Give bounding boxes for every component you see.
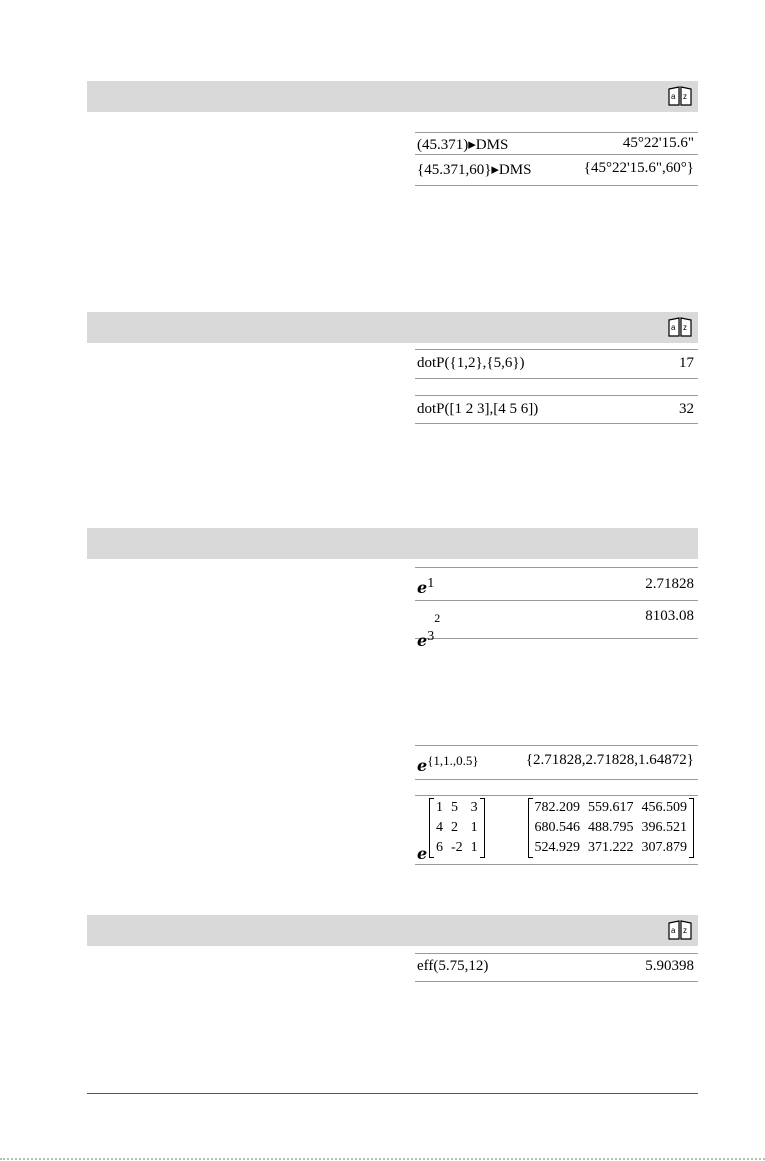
result-cell: 396.521 (641, 820, 687, 835)
result-cell: 524.929 (534, 840, 580, 855)
exp-example-row-1 (415, 567, 698, 601)
exp-exponent-2: 3 (427, 629, 435, 644)
exp-result-3: {2.71828,2.71828,1.64872} (525, 752, 694, 768)
section-header-eff (87, 915, 698, 946)
dotp-example-row-2 (415, 395, 698, 424)
exp-example-row-2 (415, 600, 698, 650)
dms-example-row-1 (415, 132, 698, 155)
exp-exponent-3: {1,1.,0.5} (427, 753, 479, 768)
exp-matrix-result (528, 798, 695, 863)
eff-example-row-1 (415, 953, 698, 982)
exp-base-2: e (417, 631, 428, 650)
dms-expr-1: (45.371)▸DMS (417, 137, 509, 153)
eff-result-1: 5.90398 (645, 958, 694, 974)
matrix-cell: 1 (436, 800, 443, 815)
catalog-book-icon (667, 919, 693, 941)
exp-base-3: e (417, 756, 428, 775)
exp-exponent-2-power: 2 (434, 611, 441, 625)
dms-expr-2: {45.371,60}▸DMS (417, 162, 532, 178)
matrix-cell: 1 (470, 840, 478, 855)
matrix-cell: 5 (451, 800, 458, 815)
exp-base-4: e (417, 844, 428, 863)
svg-text:z: z (683, 323, 687, 332)
page-edge-dotted (0, 1158, 765, 1160)
exp-result-2: 8103.08 (645, 608, 694, 624)
eff-expr-1: eff(5.75,12) (417, 958, 489, 974)
footer-rule (87, 1093, 698, 1094)
matrix-cell: -2 (451, 840, 463, 855)
exp-exponent-1: 1 (427, 576, 435, 591)
svg-text:a: a (671, 926, 676, 935)
result-cell: 680.546 (534, 820, 580, 835)
dotp-result-1: 17 (679, 355, 694, 371)
exp-result-1: 2.71828 (645, 576, 694, 592)
dotp-expr-2: dotP([1 2 3],[4 5 6]) (417, 401, 539, 417)
catalog-book-icon (667, 85, 693, 107)
matrix-cell: 1 (470, 820, 478, 835)
section-header-exp (87, 528, 698, 559)
section-header-dotp (87, 312, 698, 343)
svg-text:a: a (671, 92, 676, 101)
svg-text:z: z (683, 926, 687, 935)
dms-result-2: {45°22'15.6",60°} (583, 160, 694, 176)
exp-example-row-3 (415, 745, 698, 780)
dotp-example-row-1 (415, 349, 698, 379)
dms-example-row-2 (415, 154, 698, 186)
dms-result-1: 45°22'15.6" (622, 135, 694, 151)
result-cell: 559.617 (588, 800, 634, 815)
result-cell: 488.795 (588, 820, 634, 835)
exp-matrix-input (429, 798, 485, 863)
result-cell: 307.879 (641, 840, 687, 855)
result-cell: 371.222 (588, 840, 634, 855)
exp-base-1: e (417, 578, 428, 597)
section-header-dms (87, 81, 698, 112)
matrix-cell: 6 (436, 840, 443, 855)
exp-example-row-4 (415, 795, 698, 865)
result-cell: 456.509 (641, 800, 687, 815)
svg-text:z: z (683, 92, 687, 101)
svg-text:a: a (671, 323, 676, 332)
catalog-book-icon (667, 316, 693, 338)
matrix-cell: 3 (470, 800, 478, 815)
dotp-expr-1: dotP({1,2},{5,6}) (417, 355, 525, 371)
result-cell: 782.209 (534, 800, 580, 815)
matrix-cell: 2 (451, 820, 458, 835)
dotp-result-2: 32 (679, 401, 694, 417)
matrix-cell: 4 (436, 820, 443, 835)
